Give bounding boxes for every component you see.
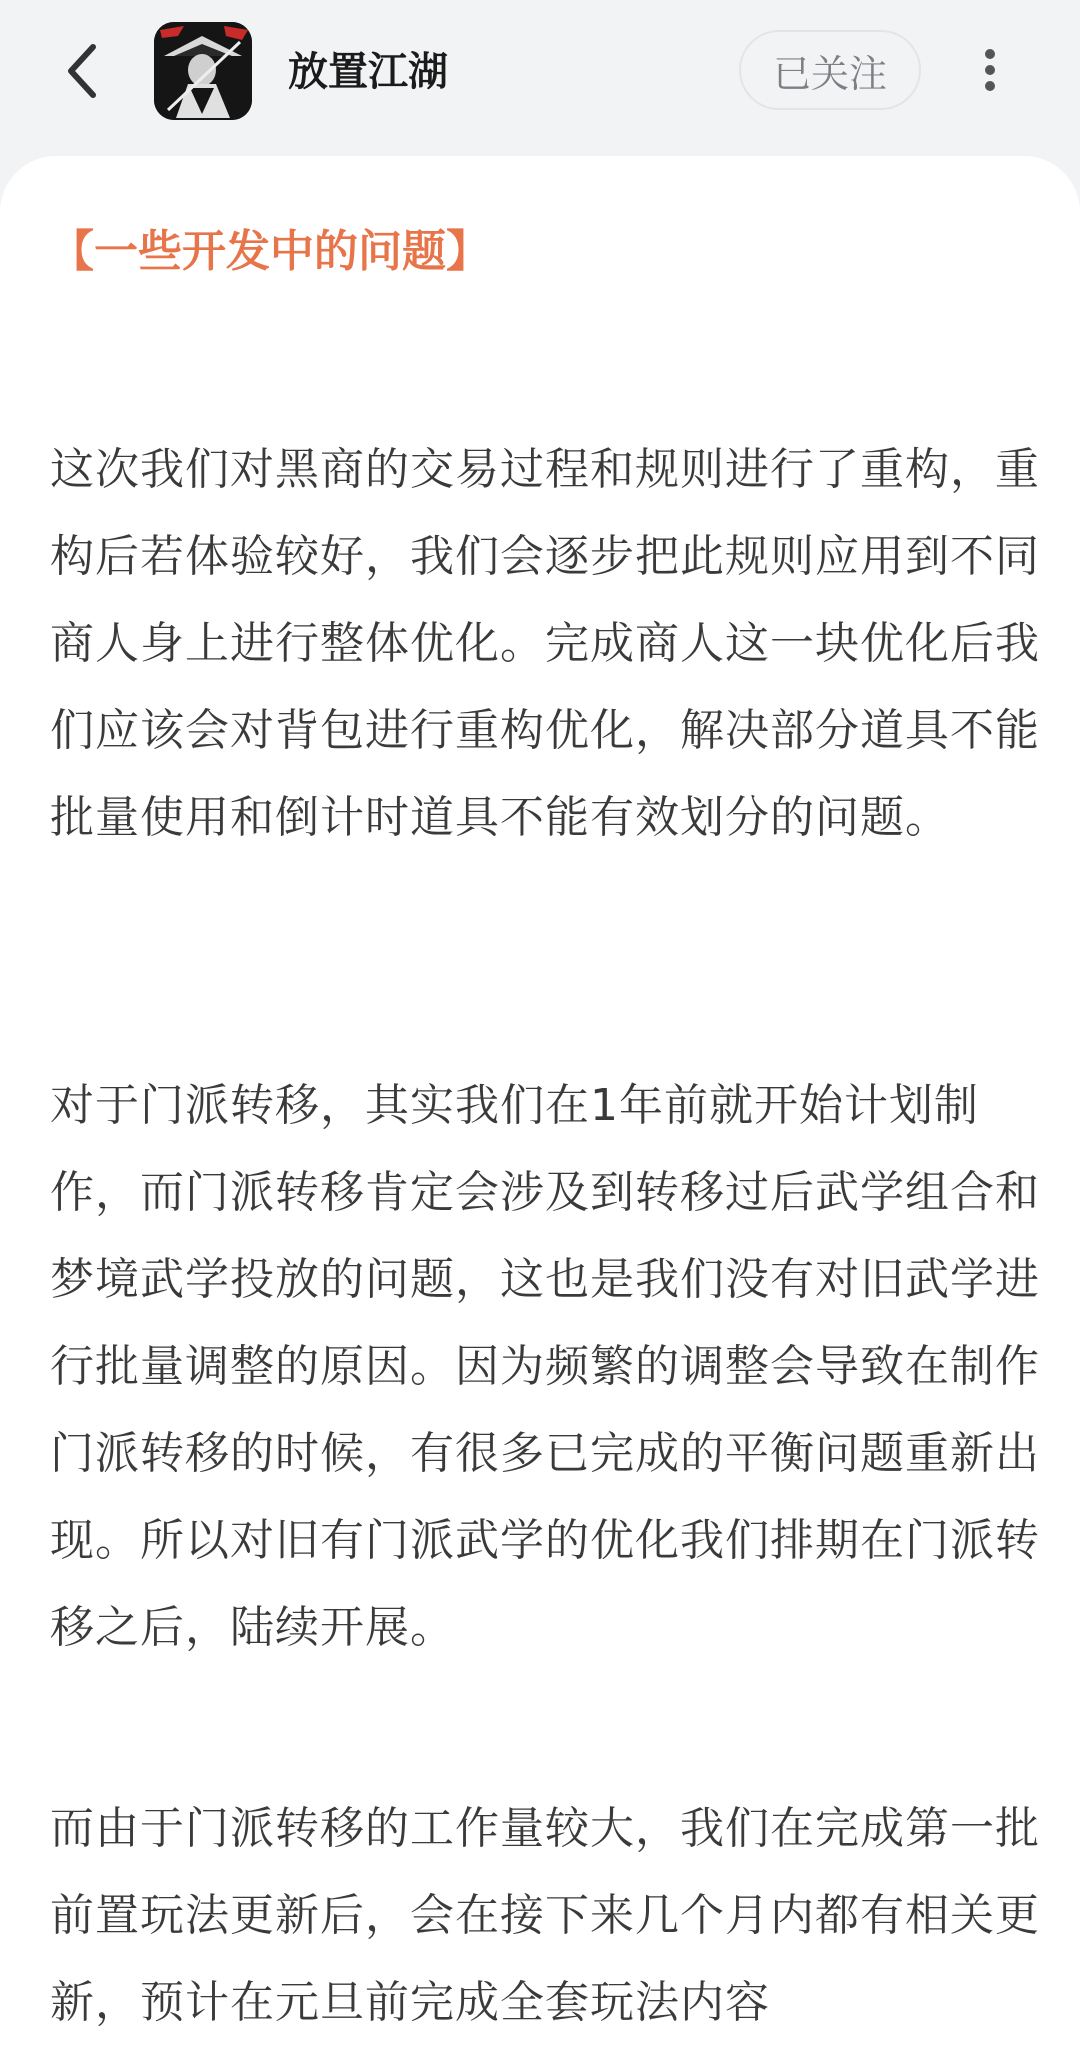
article-paragraph: 这次我们对黑商的交易过程和规则进行了重构，重构后若体验较好，我们会逐步把此规则应用到不同商人身上进行整体优化。完成商人这一块优化后我们应该会对背包进行重构优化，解决部分道具不能批量使用和倒计时道具不能有效划分的问题。 bbox=[50, 444, 1040, 843]
app-name[interactable]: 放置江湖 bbox=[288, 49, 448, 95]
back-button[interactable] bbox=[48, 36, 118, 106]
chevron-left-icon bbox=[63, 43, 103, 99]
more-vertical-icon bbox=[980, 48, 1000, 92]
article-paragraph: 而由于门派转移的工作量较大，我们在完成第一批前置玩法更新后，会在接下来几个月内都有相关更新，预计在元旦前完成全套玩法内容 bbox=[50, 1803, 1040, 2028]
article-paragraph: 对于门派转移，其实我们在1年前就开始计划制作，而门派转移肯定会涉及到转移过后武学组合和梦境武学投放的问题，这也是我们没有对旧武学进行批量调整的原因。因为频繁的调整会导致在制作门派转移的时候，有很多已完成的平衡问题重新出现。所以对旧有门派武学的优化我们排期在门派转移之后，陆续开展。 bbox=[50, 1080, 1040, 1653]
swordsman-logo-icon bbox=[154, 22, 252, 120]
section-title: 【一些开发中的问题】 bbox=[50, 226, 490, 277]
follow-button[interactable]: 已关注 bbox=[739, 30, 921, 110]
app-avatar[interactable] bbox=[154, 22, 252, 120]
top-bar bbox=[0, 0, 1080, 150]
more-button[interactable] bbox=[958, 38, 1022, 102]
